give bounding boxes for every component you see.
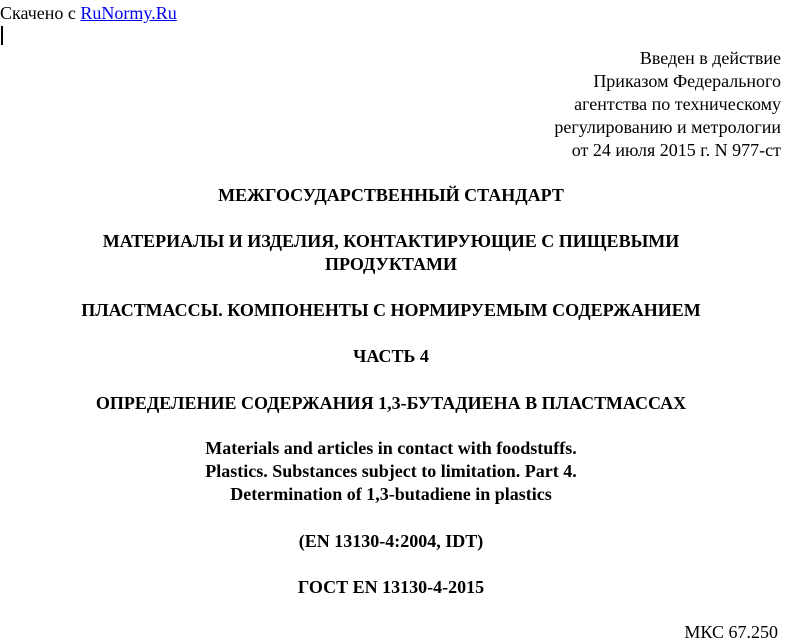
english-title-line: Determination of 1,3-butadiene in plastics (230, 484, 552, 504)
enactment-line: агентства по техническому (574, 94, 781, 114)
english-title-line: Plastics. Substances subject to limitation. Part 4. (205, 461, 577, 481)
part-heading: ЧАСТЬ 4 (353, 346, 429, 366)
enactment-line: регулированию и метрологии (554, 117, 781, 137)
source-prefix: Скачено с (0, 3, 81, 23)
mks-code: МКС 67.250 (684, 622, 778, 642)
document-title-line: МАТЕРИАЛЫ И ИЗДЕЛИЯ, КОНТАКТИРУЮЩИЕ С ПИЩЕВЫМИ (102, 231, 680, 251)
enactment-line: от 24 июля 2015 г. N 977-ст (571, 140, 781, 160)
equivalence-note: (EN 13130-4:2004, IDT) (298, 531, 484, 551)
determination-heading: ОПРЕДЕЛЕНИЕ СОДЕРЖАНИЯ 1,3-БУТАДИЕНА В ПЛАСТМАССАХ (95, 393, 687, 413)
enactment-note (554, 47, 781, 162)
text-cursor (1, 26, 3, 45)
source-line (0, 2, 177, 24)
enactment-line: Введен в действие (639, 48, 781, 68)
english-title-line: Materials and articles in contact with foodstuffs. (205, 438, 577, 458)
document-title (0, 230, 782, 276)
english-title (0, 437, 782, 506)
standard-type-heading: МЕЖГОСУДАРСТВЕННЫЙ СТАНДАРТ (218, 185, 564, 205)
gost-number: ГОСТ EN 13130-4-2015 (297, 577, 485, 597)
enactment-line: Приказом Федерального (593, 71, 781, 91)
runormy-link[interactable]: RuNormy.Ru (80, 3, 177, 23)
document-title-line: ПРОДУКТАМИ (325, 254, 457, 274)
document-subtitle: ПЛАСТМАССЫ. КОМПОНЕНТЫ С НОРМИРУЕМЫМ СОДЕРЖАНИЕМ (81, 300, 701, 320)
